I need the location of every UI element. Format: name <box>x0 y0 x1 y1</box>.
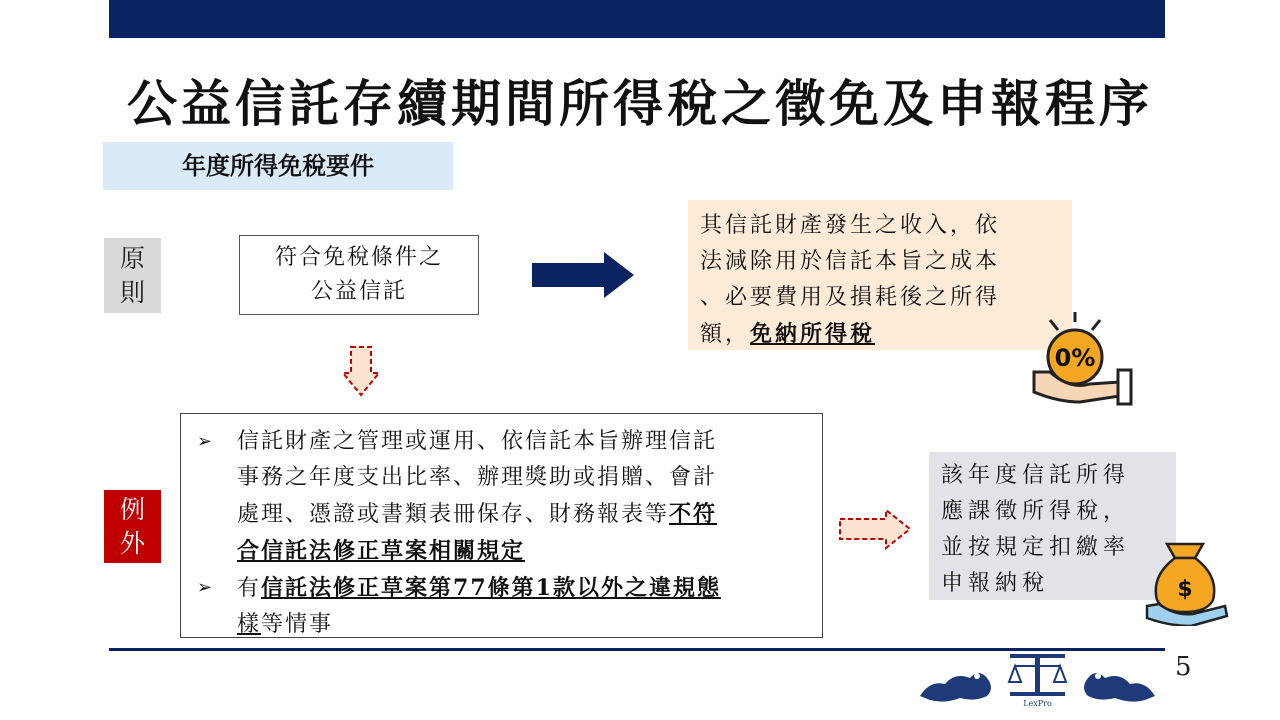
exception-item-1-line: 處理、憑證或書類表冊保存、財務報表等 <box>237 502 670 527</box>
exception-tag-char: 例 <box>119 494 145 524</box>
exempt-line-last <box>700 316 1062 353</box>
tax-exempt-result-box <box>688 200 1072 350</box>
exception-conditions-box <box>180 413 823 638</box>
page-number: 5 <box>1175 652 1192 682</box>
taxable-result-box <box>929 452 1176 600</box>
taxable-line: 該年度信託所得 <box>941 463 1131 488</box>
exception-item-2-suffix: 等情事 <box>261 612 334 637</box>
bullet-arrow-icon: ➢ <box>197 431 213 452</box>
exception-item-2-emphasis: 樣 <box>237 612 262 637</box>
exempt-line: 法減除用於信託本旨之成本 <box>700 249 1001 274</box>
exempt-line: 其信託財產發生之收入，依 <box>700 213 1001 238</box>
principle-tag-char: 則 <box>119 277 145 307</box>
principle-tag-char: 原 <box>119 243 145 273</box>
exception-item-2-prefix: 有 <box>237 576 262 601</box>
principle-tag <box>104 238 161 313</box>
lexpro-logo <box>915 652 1160 710</box>
exception-item-2 <box>191 570 812 643</box>
dashed-down-arrow-icon <box>341 345 381 397</box>
exception-tag <box>104 490 161 563</box>
qualifying-trust-box <box>239 235 479 315</box>
bullet-arrow-icon: ➢ <box>197 577 213 598</box>
exception-item-2-text <box>237 570 721 643</box>
exception-item-1 <box>191 424 812 570</box>
logo-text: LexPro <box>1023 699 1052 708</box>
exception-item-1-line: 信託財產之管理或運用、依信託本旨辦理信託 <box>237 429 718 454</box>
page-title: 公益信託存續期間所得稅之徵免及申報程序 <box>127 75 1153 133</box>
qualifying-trust-line: 公益信託 <box>310 279 407 304</box>
top-banner-bar <box>109 0 1165 38</box>
dashed-right-arrow-icon <box>838 508 912 550</box>
exempt-line: 、必要費用及損耗後之所得 <box>700 285 1001 310</box>
exception-tag-char: 外 <box>119 528 145 558</box>
exception-item-1-emphasis: 合信託法修正草案相關規定 <box>237 538 526 564</box>
section-subtitle: 年度所得免稅要件 <box>103 142 453 190</box>
exception-item-1-text <box>237 424 717 570</box>
exempt-emphasis: 免納所得稅 <box>750 321 876 347</box>
zero-percent-label: 0% <box>1054 344 1096 372</box>
exception-item-1-line: 事務之年度支出比率、辦理獎助或捐贈、會計 <box>237 465 718 490</box>
zero-percent-hand-icon <box>1030 310 1135 408</box>
exception-item-1-emphasis: 不符 <box>669 501 718 527</box>
taxable-line: 申報納稅 <box>941 571 1050 596</box>
bottom-divider <box>109 648 1165 651</box>
qualifying-trust-line: 符合免稅條件之 <box>274 245 443 270</box>
taxable-line: 並按規定扣繳率 <box>941 535 1131 560</box>
right-arrow-icon <box>532 252 636 298</box>
exempt-prefix: 額， <box>700 322 751 347</box>
taxable-line: 應課徵所得稅， <box>941 499 1131 524</box>
money-bag-hand-icon <box>1145 540 1229 626</box>
money-symbol: $ <box>1177 577 1193 602</box>
exception-item-2-emphasis: 信託法修正草案第77條第1款以外之違規態 <box>261 575 721 601</box>
